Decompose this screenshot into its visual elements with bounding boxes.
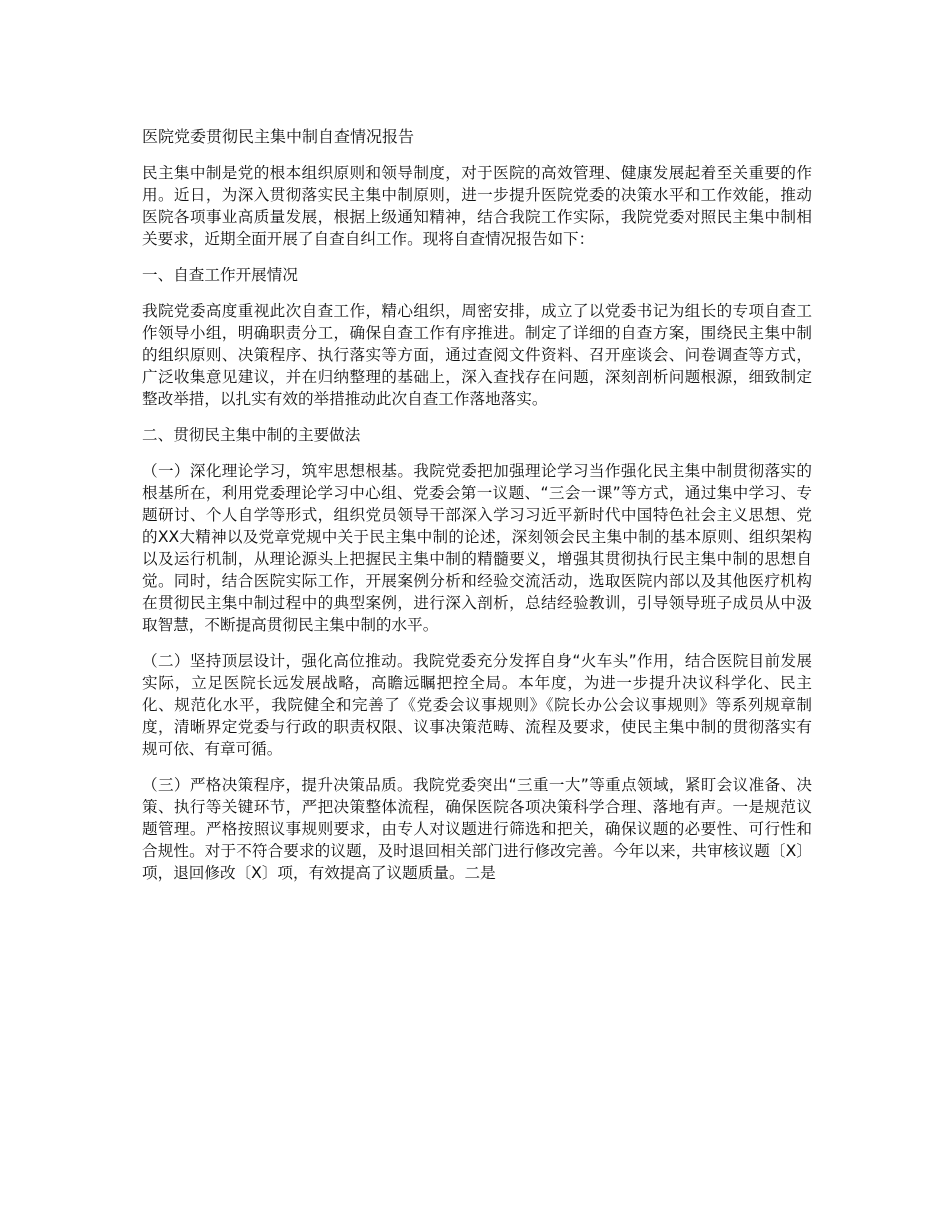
document-page [142,126,812,898]
intro-paragraph: 民主集中制是党的根本组织原则和领导制度，对于医院的高效管理、健康发展起着至关重要的作用。近日，为深入贯彻落实民主集中制原则，进一步提升医院党委的决策水平和工作效能，推动医院各项事业高质量发展，根据上级通知精神，结合我院工作实际，我院党委对照民主集中制相关要求，近期全面开展了自查自纠工作。现将自查情况报告如下： [142,164,812,248]
section-2-item-3: （三）严格决策程序，提升决策品质。我院党委突出“三重一大”等重点领域，紧盯会议准备、决策、执行等关键环节，严把决策整体流程，确保医院各项决策科学合理、落地有声。一是规范议题管理。严格按照议事规则要求，由专人对议题进行筛选和把关，确保议题的必要性、可行性和合规性。对于不符合要求的议题，及时退回相关部门进行修改完善。今年以来，共审核议题〔X〕项，退回修改〔X〕项，有效提高了议题质量。二是 [142,776,812,882]
document-title: 医院党委贯彻民主集中制自查情况报告 [142,127,415,146]
section-2-item-2: （二）坚持顶层设计，强化高位推动。我院党委充分发挥自身“火车头”作用，结合医院目前发展实际，立足医院长远发展战略，高瞻远瞩把控全局。本年度，为进一步提升决议科学化、民主化、规范化水平，我院健全和完善了《党委会议事规则》《院长办公会议事规则》等系列规章制度，清晰界定党委与行政的职责权限、议事决策范畴、流程及要求，使民主集中制的贯彻落实有规可依、有章可循。 [142,652,812,758]
section-2-item-1: （一）深化理论学习，筑牢思想根基。我院党委把加强理论学习当作强化民主集中制贯彻落实的根基所在，利用党委理论学习中心组、党委会第一议题、“三会一课”等方式，通过集中学习、专题研讨、个人自学等形式，组织党员领导干部深入学习习近平新时代中国特色社会主义思想、党的XX大精神以及党章党规中关于民主集中制的论述，深刻领会民主集中制的基本原则、组织架构以及运行机制，从理论源头上把握民主集中制的精髓要义，增强其贯彻执行民主集中制的思想自觉。同时，结合医院实际工作，开展案例分析和经验交流活动，选取医院内部以及其他医疗机构在贯彻民主集中制过程中的典型案例，进行深入剖析，总结经验教训，引导领导班子成员从中汲取智慧，不断提高贯彻民主集中制的水平。 [142,462,812,634]
section-1-paragraph: 我院党委高度重视此次自查工作，精心组织，周密安排，成立了以党委书记为组长的专项自查工作领导小组，明确职责分工，确保自查工作有序推进。制定了详细的自查方案，围绕民主集中制的组织原则、决策程序、执行落实等方面，通过查阅文件资料、召开座谈会、问卷调查等方式，广泛收集意见建议，并在归纳整理的基础上，深入查找存在问题，深刻剖析问题根源，细致制定整改举措，以扎实有效的举措推动此次自查工作落地落实。 [142,302,812,408]
section-heading-1: 一、自查工作开展情况 [142,266,298,284]
section-heading-2: 二、贯彻民主集中制的主要做法 [142,426,361,444]
